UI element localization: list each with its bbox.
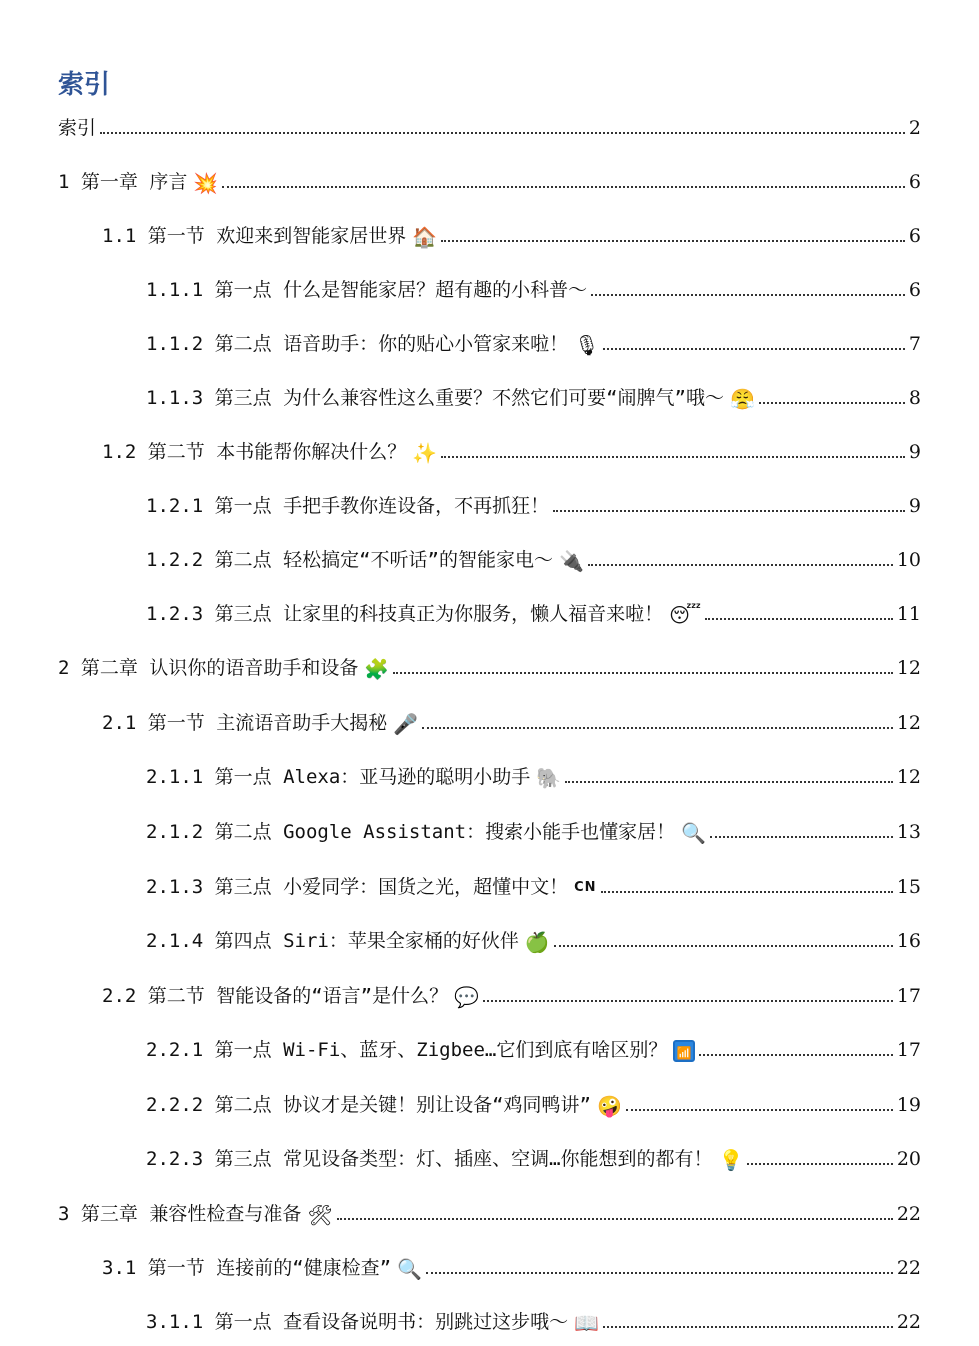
puzzle-icon: 🧩 <box>364 657 390 681</box>
dot-leader <box>588 564 893 566</box>
plug-icon: 🔌 <box>558 549 584 573</box>
toc-page-number: 13 <box>896 821 921 843</box>
toc-entry[interactable] <box>58 650 921 680</box>
toc-entry[interactable] <box>146 923 921 953</box>
toc-entry-title: 1.1.3 第三点 为什么兼容性这么重要？不然它们可要“闹脾气”哦～ <box>146 387 724 409</box>
toc-entry-title: 2.1.3 第三点 小爱同学：国货之光，超懂中文！ <box>146 876 569 898</box>
toc-page-number: 20 <box>896 1148 921 1170</box>
angry-face-icon: 😤 <box>729 387 755 411</box>
toc-entry[interactable] <box>146 380 921 410</box>
apple-icon: 🍏 <box>524 930 550 954</box>
toc-page-number: 16 <box>896 930 921 952</box>
toc-entry[interactable] <box>146 759 921 789</box>
dot-leader <box>553 510 905 512</box>
book-icon: 📖 <box>574 1311 599 1335</box>
toc-entry[interactable] <box>146 869 921 899</box>
toc-entry[interactable] <box>146 596 921 626</box>
dot-leader <box>483 1000 893 1002</box>
toc-entry[interactable] <box>58 164 921 194</box>
toc-entry[interactable] <box>58 110 921 140</box>
dot-leader <box>591 294 905 296</box>
sparkles-icon: ✨ <box>412 441 438 465</box>
toc-page-number: 9 <box>908 441 921 463</box>
toc-page-number: 12 <box>896 766 921 788</box>
toc-entry[interactable] <box>146 1141 921 1171</box>
toc-entry-title: 2 第二章 认识你的语音助手和设备 <box>58 657 359 679</box>
toc-entry-title: 2.2.1 第一点 Wi-Fi、蓝牙、Zigbee…它们到底有啥区别？ <box>146 1039 668 1061</box>
toc-page-number: 10 <box>896 549 921 571</box>
cn-flag-icon: CN <box>574 880 597 895</box>
toc-entry[interactable] <box>146 326 921 356</box>
toc-entry-title: 1.2 第二节 本书能帮你解决什么？ <box>102 441 407 463</box>
toc-entry-title: 3.1.1 第一点 查看设备说明书：别跳过这步哦～ <box>146 1311 569 1333</box>
toc-page-number: 8 <box>908 387 921 409</box>
sleepy-face-icon: 😴 <box>669 603 702 627</box>
toc-page-number: 12 <box>896 712 921 734</box>
toc-entry-title: 3.1 第一节 连接前的“健康检查” <box>102 1257 392 1279</box>
toc-entry[interactable] <box>102 434 921 464</box>
dot-leader <box>422 727 893 729</box>
dot-leader <box>337 1218 893 1220</box>
toc-entry-title: 1.1.2 第二点 语音助手：你的贴心小管家来啦！ <box>146 333 569 355</box>
dot-leader <box>603 348 904 350</box>
magnifier-icon: 🔍 <box>681 821 707 845</box>
dot-leader <box>565 781 893 783</box>
elephant-icon: 🐘 <box>536 766 562 790</box>
house-icon: 🏠 <box>412 225 438 249</box>
zany-face-icon: 🤪 <box>596 1094 622 1118</box>
mic-icon: 🎤 <box>393 712 419 736</box>
toc-entry[interactable] <box>102 978 921 1008</box>
dot-leader <box>705 618 893 620</box>
dot-leader <box>603 1326 893 1328</box>
toc-entry-title: 2.1.1 第一点 Alexa：亚马逊的聪明小助手 <box>146 766 531 788</box>
toc-page-number: 7 <box>908 333 921 355</box>
toc-page-number: 22 <box>896 1311 921 1333</box>
toc-entry-title: 2.1 第一节 主流语音助手大揭秘 <box>102 712 388 734</box>
signal-icon: 📶 <box>673 1040 695 1062</box>
toc-page-number: 11 <box>896 603 921 625</box>
toc-page-number: 6 <box>908 225 921 247</box>
toc-page-number: 22 <box>896 1257 921 1279</box>
toc-entry[interactable] <box>146 272 921 302</box>
dot-leader <box>554 945 893 947</box>
toc-entry-title: 1.1.1 第一点 什么是智能家居？超有趣的小科普～ <box>146 279 588 301</box>
dot-leader <box>426 1272 893 1274</box>
toc-entry-title: 1.2.1 第一点 手把手教你连设备，不再抓狂！ <box>146 495 550 517</box>
dot-leader <box>626 1109 893 1111</box>
toc-page-number: 17 <box>896 985 921 1007</box>
tools-icon: 🛠 <box>307 1203 333 1227</box>
toc-heading: 索引 <box>58 70 111 100</box>
toc-entry-title: 索引 <box>58 117 97 139</box>
lightbulb-icon: 💡 <box>718 1148 744 1172</box>
dot-leader <box>601 891 893 893</box>
toc-entry-title: 3 第三章 兼容性检查与准备 <box>58 1203 302 1225</box>
toc-page-number: 9 <box>908 495 921 517</box>
toc-entry[interactable] <box>146 1032 921 1062</box>
toc-page-number: 2 <box>908 117 921 139</box>
toc-page-number: 19 <box>896 1094 921 1116</box>
dot-leader <box>710 836 893 838</box>
dot-leader <box>100 132 905 134</box>
toc-entry[interactable] <box>58 1196 921 1226</box>
speech-bubble-icon: 💬 <box>454 985 479 1009</box>
toc-entry[interactable] <box>102 705 921 735</box>
microphone-icon: 🎙 <box>574 333 600 357</box>
sparkle-burst-icon: 💥 <box>193 171 219 195</box>
dot-leader <box>222 186 905 188</box>
toc-entry-title: 2.1.4 第四点 Siri：苹果全家桶的好伙伴 <box>146 930 519 952</box>
toc-entry-title: 2.1.2 第二点 Google Assistant：搜索小能手也懂家居！ <box>146 821 676 843</box>
dot-leader <box>747 1163 892 1165</box>
toc-entry[interactable] <box>146 488 921 518</box>
dot-leader <box>441 456 905 458</box>
dot-leader <box>441 240 905 242</box>
toc-entry[interactable] <box>146 1087 921 1117</box>
toc-entry[interactable] <box>102 218 921 248</box>
toc-entry-title: 2.2.2 第二点 协议才是关键！别让设备“鸡同鸭讲” <box>146 1094 591 1116</box>
toc-entry[interactable] <box>102 1250 921 1280</box>
toc-entry[interactable] <box>146 814 921 844</box>
toc-page-number: 17 <box>896 1039 921 1061</box>
toc-page-number: 6 <box>908 279 921 301</box>
toc-entry-title: 1.2.3 第三点 让家里的科技真正为你服务，懒人福音来啦！ <box>146 603 664 625</box>
toc-entry-title: 2.2.3 第三点 常见设备类型：灯、插座、空调…你能想到的都有！ <box>146 1148 713 1170</box>
dot-leader <box>393 672 893 674</box>
toc-entry-title: 2.2 第二节 智能设备的“语言”是什么？ <box>102 985 449 1007</box>
toc-entry-title: 1.1 第一节 欢迎来到智能家居世界 <box>102 225 407 247</box>
toc-page-number: 6 <box>908 171 921 193</box>
dot-leader <box>759 402 905 404</box>
dot-leader <box>699 1054 892 1056</box>
toc-page-number: 15 <box>896 876 921 898</box>
toc-page-number: 22 <box>896 1203 921 1225</box>
toc-entry-title: 1.2.2 第二点 轻松搞定“不听话”的智能家电～ <box>146 549 553 571</box>
toc-entry-title: 1 第一章 序言 <box>58 171 188 193</box>
toc-entry[interactable] <box>146 1304 921 1334</box>
toc-entry[interactable] <box>146 542 921 572</box>
toc-page-number: 12 <box>896 657 921 679</box>
magnifier-icon: 🔍 <box>397 1257 422 1281</box>
